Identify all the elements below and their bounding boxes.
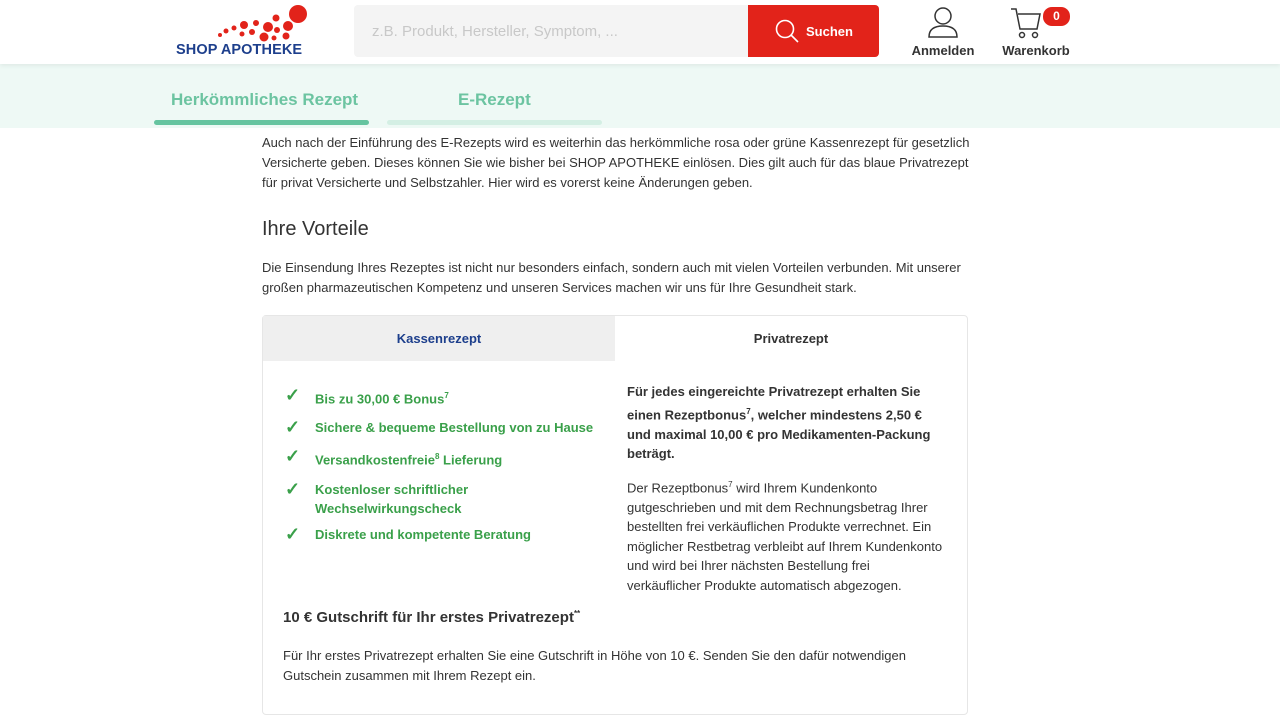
- login-button[interactable]: [910, 4, 976, 58]
- benefit-text: Kostenloser schriftlicher Wechselwirkungscheck: [315, 481, 469, 516]
- benefit-text: Versandkostenfreie: [315, 452, 435, 468]
- site-header: [0, 0, 1280, 64]
- benefit-item: [285, 480, 605, 518]
- privatrezept-detail-text: [627, 475, 945, 596]
- text-part: wird Ihrem Kundenkonto gutgeschrieben und mit dem Rechnungsbetrag Ihrer bestellten frei verkäuflichen Produkte verrechnet. Ein möglicher Restbetrag verbleibt auf Ihrem Kundenkonto und wird bei Ihrer nächsten Bestellung frei verkäuflicher Produkte automatisch abgezogen.: [627, 480, 943, 593]
- login-label: Anmelden: [911, 43, 975, 58]
- advantages-text: Die Einsendung Ihres Rezeptes ist nicht nur besonders einfach, sondern auch mit vielen Vorteilen verbunden. Mit unserer großen pharmazeutischen Kompetenz und unseren Services machen wir uns für Ihre Gesundheit stark.: [262, 260, 961, 295]
- tab-herkoemmliches-rezept[interactable]: Herkömmliches Rezept: [171, 90, 359, 109]
- benefit-text: Diskrete und kompetente Beratung: [315, 526, 531, 542]
- advantages-heading: Ihre Vorteile: [262, 218, 369, 240]
- benefit-item: [285, 418, 605, 437]
- tab-kassenrezept[interactable]: Kassenrezept: [263, 316, 615, 361]
- intro-text: Auch nach der Einführung des E-Rezepts wird es weiterhin das herkömmliche rosa oder grüne Kassenrezept für gesetzlich Versicherte geben. Dieses können Sie wie bisher bei SHOP APOTHEKE einlösen. Dies gilt auch für das blaue Privatrezept für privat Versicherte und Selbstzahler. Hier wird es vorerst keine Änderungen geben.: [262, 135, 970, 190]
- text-part: Für jedes eingereichte Privatrezept erhalten Sie einen Rezeptbonus: [627, 384, 921, 422]
- logo-text: SHOP APOTHEKE: [176, 42, 303, 58]
- credit-heading: [283, 609, 580, 626]
- inactive-tab-indicator: [387, 120, 602, 125]
- check-icon: ✓: [285, 417, 301, 438]
- footnote-ref[interactable]: 7: [728, 479, 733, 489]
- benefit-text: Bis zu 30,00 € Bonus: [315, 391, 445, 407]
- prescription-tabs: [0, 64, 1280, 128]
- text-part: Der Rezeptbonus: [627, 480, 729, 496]
- footnote-ref[interactable]: 7: [746, 406, 751, 416]
- check-icon: ✓: [285, 385, 301, 405]
- benefit-item: [285, 447, 605, 469]
- footnote-ref[interactable]: 7: [444, 391, 449, 400]
- check-icon: ✓: [285, 523, 301, 544]
- benefit-item: [285, 525, 605, 544]
- credit-text: Für Ihr erstes Privatrezept erhalten Sie eine Gutschrift in Höhe von 10 €. Senden Sie den dafür notwendigen Gutschein zusammen mit Ihrem Rezept ein.: [283, 648, 906, 683]
- privatrezept-info: [627, 382, 945, 596]
- cart-count-badge: 0: [1043, 7, 1070, 26]
- cart-icon: [1009, 4, 1043, 40]
- privatrezept-bonus-text: [627, 382, 945, 464]
- user-icon: [926, 4, 960, 40]
- check-icon: ✓: [285, 478, 301, 499]
- active-tab-indicator: [154, 120, 369, 125]
- credit-title: 10 € Gutschrift für Ihr erstes Privatrezept: [283, 609, 574, 626]
- tab-privatrezept[interactable]: Privatrezept: [753, 331, 829, 346]
- benefits-list: [285, 386, 605, 554]
- search-icon: [774, 18, 800, 44]
- search-button[interactable]: [748, 5, 879, 57]
- search-input[interactable]: [354, 5, 748, 57]
- prescription-type-box: [262, 315, 968, 715]
- text-part: , welcher mindestens 2,50 € und maximal 10,00 € pro Medikamenten-Packung beträgt.: [627, 406, 931, 462]
- shop-apotheke-logo[interactable]: [176, 4, 311, 60]
- tab-e-rezept[interactable]: E-Rezept: [458, 90, 531, 109]
- benefit-text-suffix: Lieferung: [439, 452, 503, 468]
- footnote-ref[interactable]: 8: [434, 452, 440, 462]
- cart-label: Warenkorb: [1002, 43, 1070, 58]
- benefit-item: [285, 386, 605, 408]
- footnote-ref[interactable]: **: [573, 609, 581, 618]
- check-icon: ✓: [285, 446, 301, 467]
- benefit-text: Sichere & bequeme Bestellung von zu Hause: [315, 420, 594, 436]
- search-button-label: Suchen: [806, 23, 853, 39]
- logo-dots-icon: [204, 4, 314, 42]
